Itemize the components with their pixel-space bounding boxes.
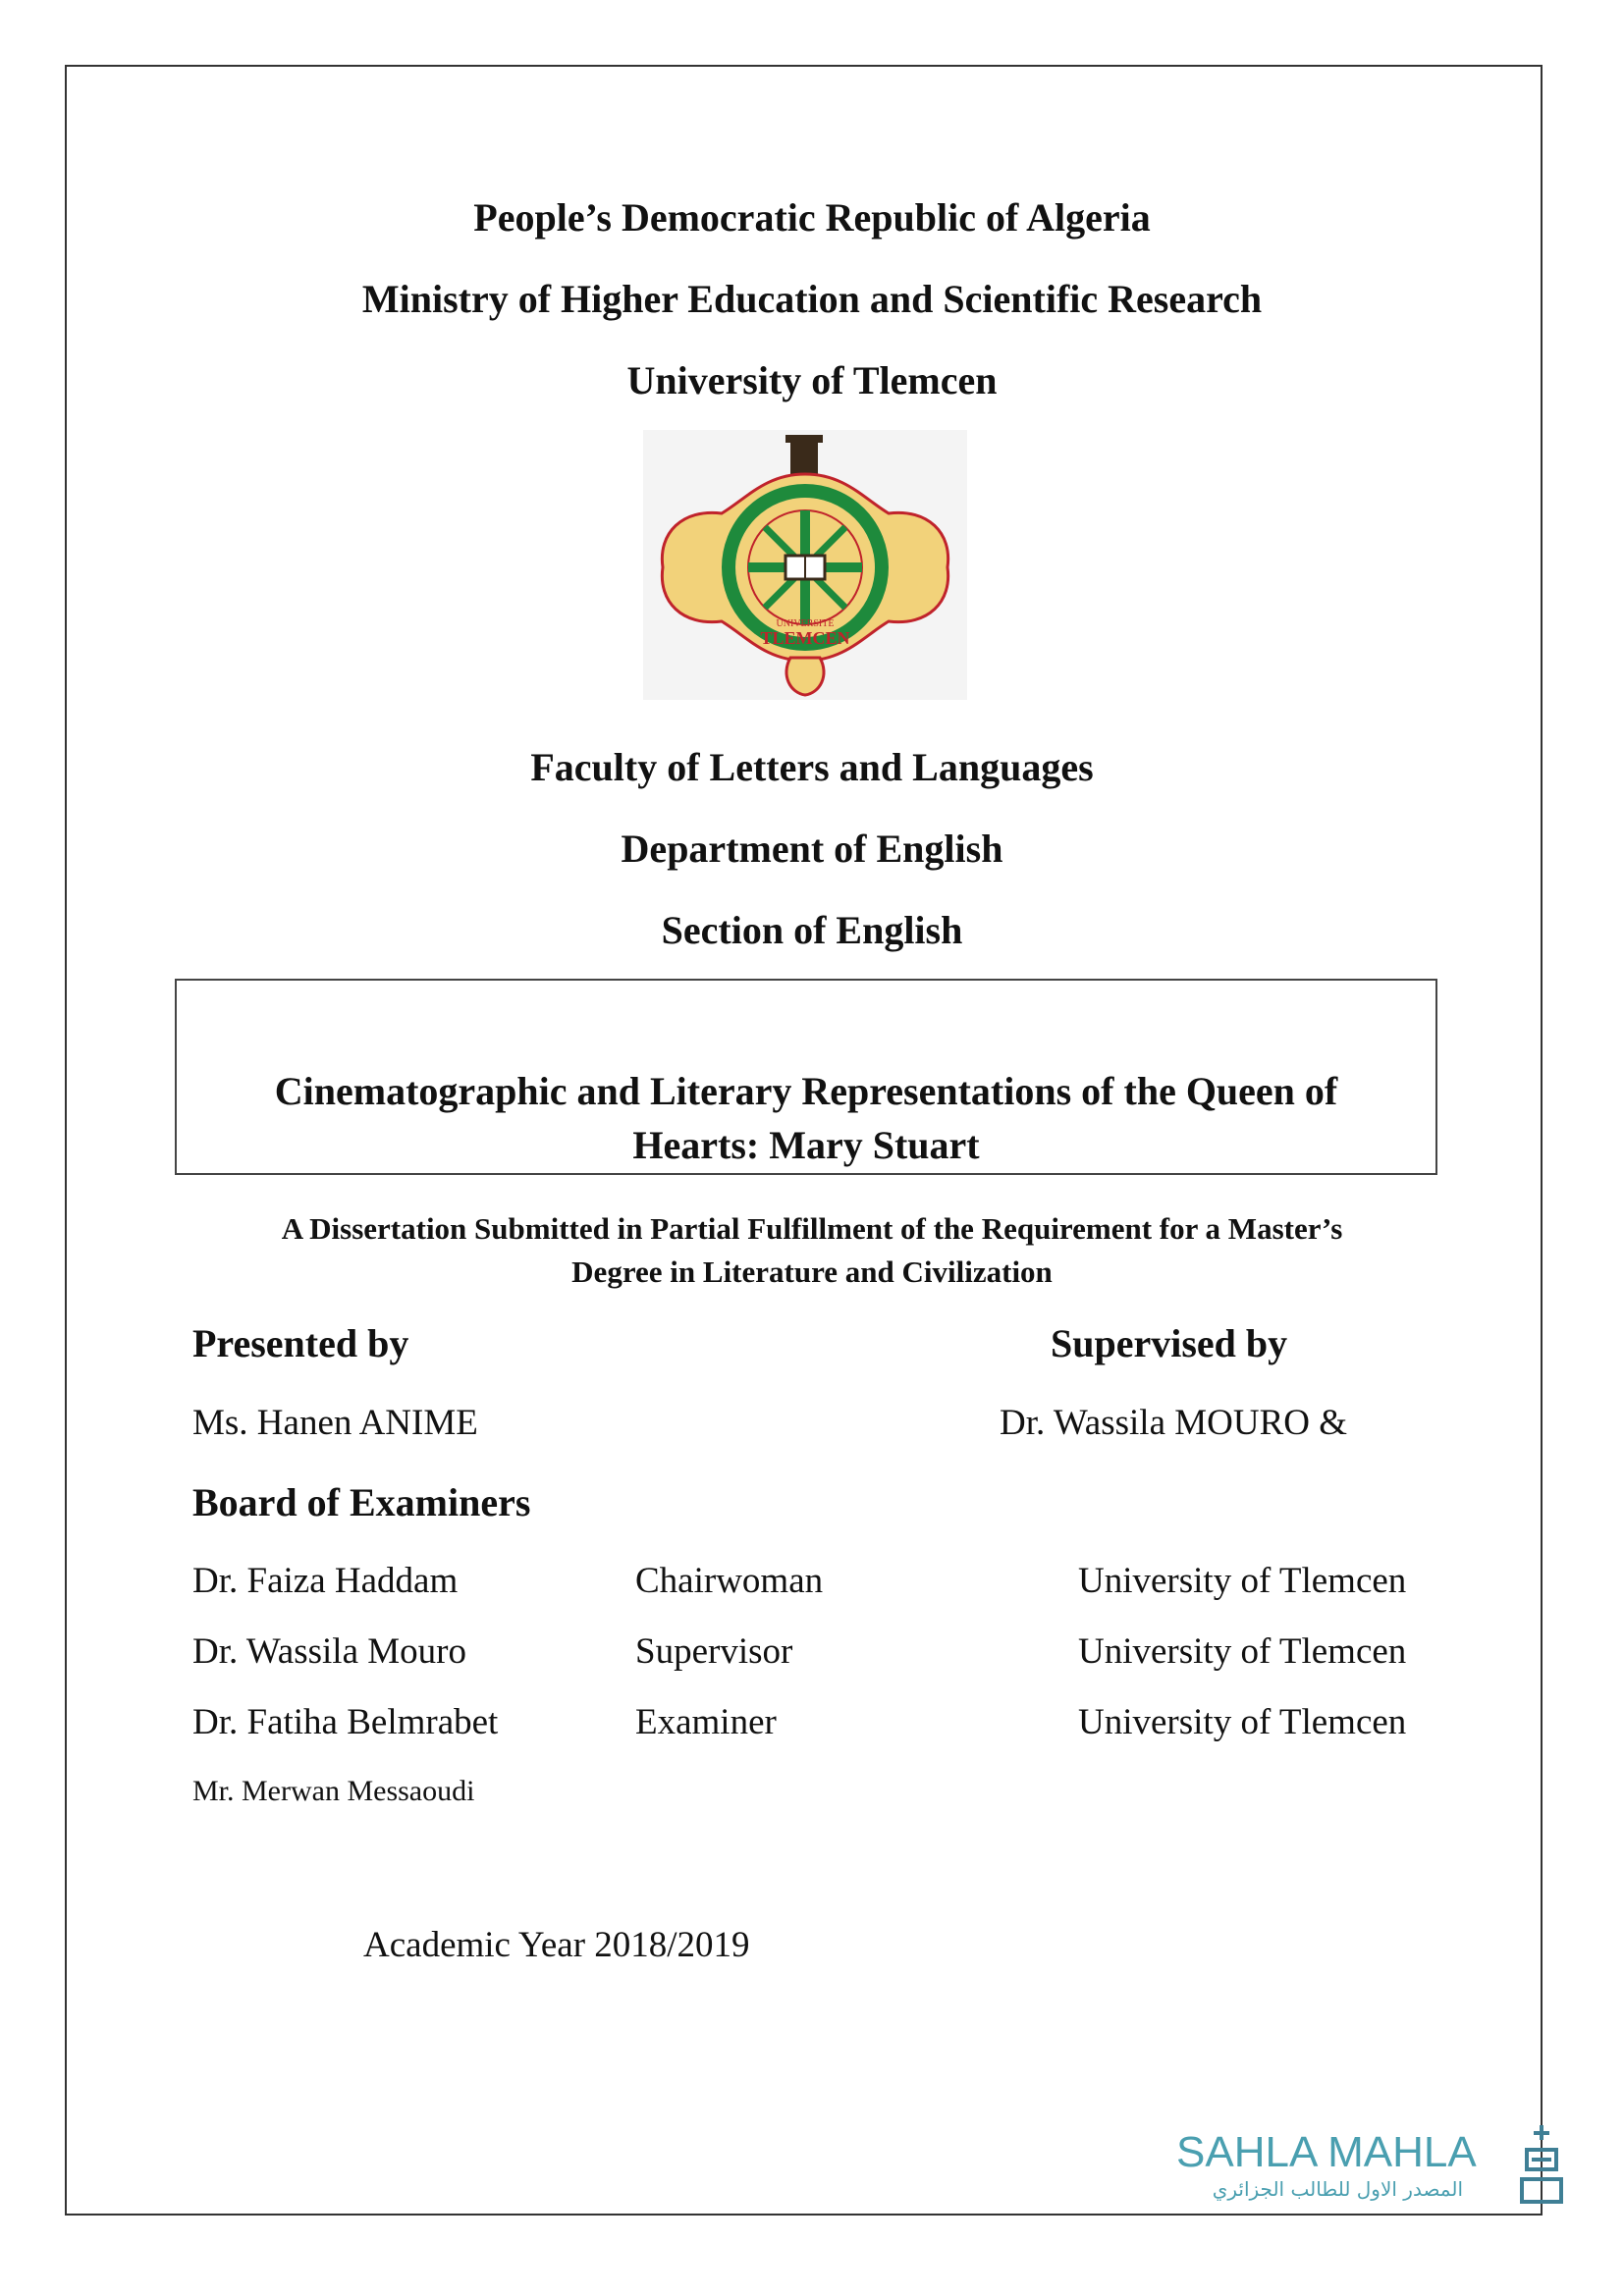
university-seal-icon (643, 430, 967, 700)
board-member-role: Examiner (635, 1702, 777, 1742)
sahla-mahla-watermark (1168, 2115, 1581, 2209)
board-member-name: Dr. Fatiha Belmrabet (192, 1702, 499, 1742)
calligraphy-logo-icon (1522, 2125, 1561, 2202)
title-line-1: Cinematographic and Literary Representations of the Queen of (274, 1069, 1338, 1113)
supervised-by-label: Supervised by (1051, 1321, 1288, 1365)
country-heading: People’s Democratic Republic of Algeria (473, 195, 1151, 240)
board-member-name: Dr. Wassila Mouro (192, 1631, 466, 1672)
board-member-affiliation: University of Tlemcen (1078, 1702, 1407, 1742)
university-heading: University of Tlemcen (626, 358, 998, 402)
presented-by-label: Presented by (192, 1321, 409, 1365)
additional-member: Mr. Merwan Messaoudi (192, 1775, 475, 1807)
svg-text:TLEMCEN: TLEMCEN (760, 628, 850, 648)
board-member-affiliation: University of Tlemcen (1078, 1561, 1407, 1601)
supervisor-name: Dr. Wassila MOURO & (1000, 1403, 1348, 1443)
submission-line-1: A Dissertation Submitted in Partial Fulfillment of the Requirement for a Master’s (281, 1211, 1343, 1246)
svg-text:SAHLA MAHLA: SAHLA MAHLA (1176, 2128, 1477, 2176)
submission-statement (0, 1207, 1624, 1294)
faculty-heading: Faculty of Letters and Languages (530, 745, 1094, 789)
department-heading: Department of English (621, 827, 1003, 871)
board-member-role: Chairwoman (635, 1561, 824, 1601)
ministry-heading: Ministry of Higher Education and Scientific Research (361, 277, 1263, 321)
submission-line-2: Degree in Literature and Civilization (571, 1255, 1053, 1289)
title-box (175, 979, 1437, 1175)
board-member-role: Supervisor (635, 1631, 793, 1672)
svg-text:المصدر الاول للطالب الجزائري: المصدر الاول للطالب الجزائري (1212, 2177, 1463, 2201)
board-label: Board of Examiners (192, 1480, 531, 1524)
academic-year: Academic Year 2018/2019 (363, 1925, 750, 1965)
board-member-affiliation: University of Tlemcen (1078, 1631, 1407, 1672)
board-member-name: Dr. Faiza Haddam (192, 1561, 459, 1601)
dissertation-title (177, 1064, 1435, 1172)
svg-text:UNIVERSITÉ: UNIVERSITÉ (776, 618, 835, 629)
section-heading: Section of English (661, 908, 963, 952)
student-name: Ms. Hanen ANIME (192, 1403, 478, 1443)
title-line-2: Hearts: Mary Stuart (632, 1123, 980, 1167)
